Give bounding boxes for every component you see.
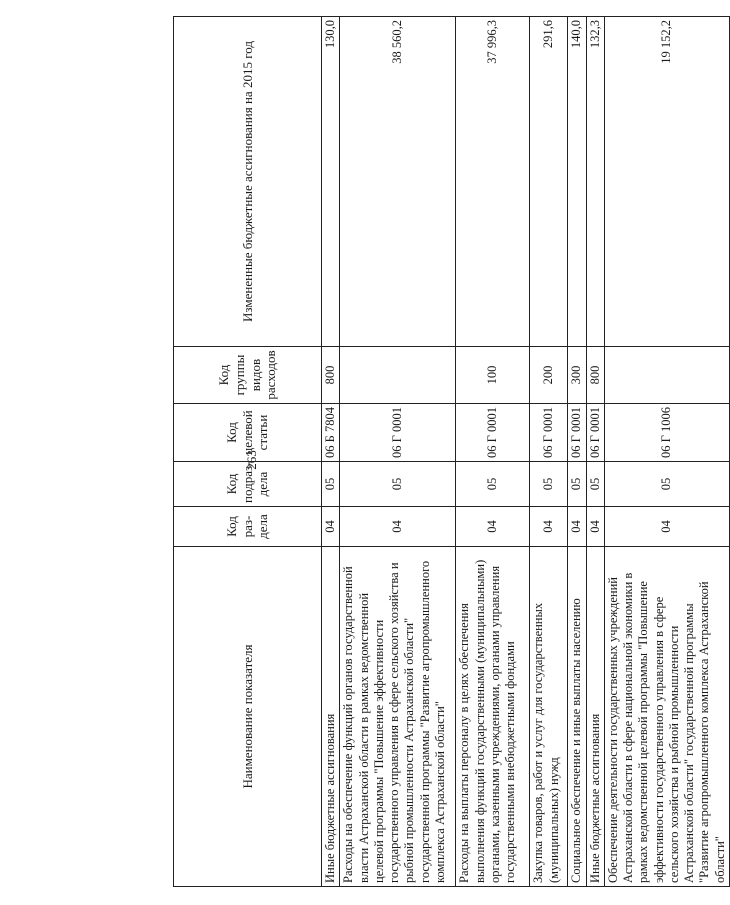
- header-group: Код группы видов расходов: [174, 347, 322, 404]
- row-group: 800: [586, 347, 604, 404]
- row-subsection: 05: [586, 462, 604, 507]
- row-section: 04: [340, 507, 456, 547]
- table-row: [340, 17, 456, 887]
- row-target: 06 Г 0001: [586, 404, 604, 462]
- row-name: Иные бюджетные ассигнования: [586, 547, 604, 887]
- row-amount: 130,0: [322, 17, 340, 347]
- row-amount: 140,0: [568, 17, 586, 347]
- row-section: 04: [586, 507, 604, 547]
- row-group: 200: [530, 347, 568, 404]
- header-target: Код целевой статьи: [174, 404, 322, 462]
- row-target: 06 Г 0001: [568, 404, 586, 462]
- header-section: Код раз-дела: [174, 507, 322, 547]
- row-target: 06 Г 0001: [456, 404, 530, 462]
- row-name: Закупка товаров, работ и услуг для государственных (муниципальных) нужд: [530, 547, 568, 887]
- row-target: 06 Б 7804: [322, 404, 340, 462]
- row-target: 06 Г 1006: [604, 404, 729, 462]
- row-subsection: 05: [604, 462, 729, 507]
- row-name: Расходы на обеспечение функций органов государственной власти Астраханской области в рамках ведомственной целевой программы "Повышение эффективности государственного управления в сфере сельского хозяйства и рыбной промышленности Астраханской области" государственной программы "Развитие агропромышленного комплекса Астраханской области": [340, 547, 456, 887]
- header-amount: Измененные бюджетные ассигнования на 2015 год: [174, 17, 322, 347]
- row-section: 04: [604, 507, 729, 547]
- row-name: Социальное обеспечение и иные выплаты населению: [568, 547, 586, 887]
- header-name: Наименование показателя: [174, 547, 322, 887]
- table-row: [568, 17, 586, 887]
- row-group: [340, 347, 456, 404]
- row-subsection: 05: [530, 462, 568, 507]
- row-section: 04: [456, 507, 530, 547]
- row-name: Расходы на выплаты персоналу в целях обеспечения выполнения функций государственными (муниципальными) органами, казенными учреждениями, органами управления государственными внебюджетными фондами: [456, 547, 530, 887]
- row-group: 800: [322, 347, 340, 404]
- table-header-row: [174, 17, 322, 887]
- row-section: 04: [322, 507, 340, 547]
- table-row: [586, 17, 604, 887]
- page-number: 263: [244, 450, 259, 470]
- row-name: Обеспечение деятельности государственных учреждений Астраханской области в сфере национальной экономики в рамках ведомственной целевой программы "Повышение эффективности государственного управления в сфере сельского хозяйства и рыбной промышленности Астраханской области" государственной программы "Развитие агропромышленного комплекса Астраханской области": [604, 547, 729, 887]
- row-amount: 132,3: [586, 17, 604, 347]
- budget-table: [173, 16, 730, 887]
- rotated-table-container: [173, 17, 727, 887]
- row-subsection: 05: [568, 462, 586, 507]
- row-subsection: 05: [322, 462, 340, 507]
- row-amount: 37 996,3: [456, 17, 530, 347]
- table-row: [604, 17, 729, 887]
- row-section: 04: [530, 507, 568, 547]
- table-row: [456, 17, 530, 887]
- row-amount: 291,6: [530, 17, 568, 347]
- row-name: Иные бюджетные ассигнования: [322, 547, 340, 887]
- row-section: 04: [568, 507, 586, 547]
- row-group: 300: [568, 347, 586, 404]
- row-amount: 38 560,2: [340, 17, 456, 347]
- row-amount: 19 152,2: [604, 17, 729, 347]
- row-subsection: 05: [340, 462, 456, 507]
- table-row: [322, 17, 340, 887]
- row-group: [604, 347, 729, 404]
- header-subsection: Код подраз-дела: [174, 462, 322, 507]
- row-target: 06 Г 0001: [340, 404, 456, 462]
- row-group: 100: [456, 347, 530, 404]
- table-row: [530, 17, 568, 887]
- row-target: 06 Г 0001: [530, 404, 568, 462]
- row-subsection: 05: [456, 462, 530, 507]
